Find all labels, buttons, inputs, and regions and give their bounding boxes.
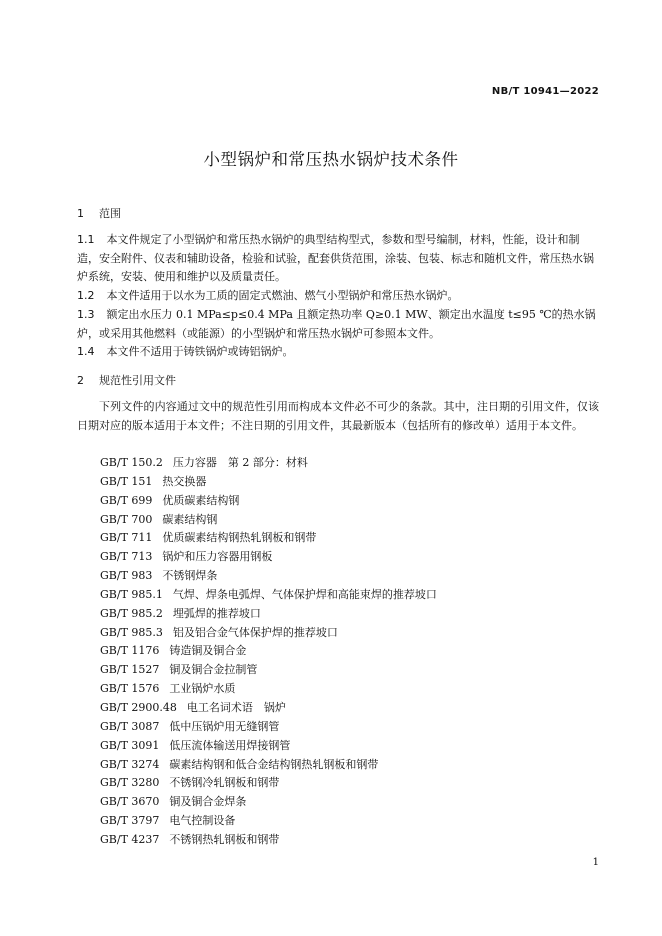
- reference-code: GB/T 3670: [100, 795, 160, 809]
- reference-list: [100, 454, 600, 850]
- reference-item: [100, 529, 600, 548]
- section-1-heading: [77, 205, 121, 221]
- section-2-title: 规范性引用文件: [99, 374, 176, 387]
- reference-title: 电工名词术语 锅炉: [186, 700, 286, 714]
- reference-item: [100, 548, 600, 567]
- clause-text: 本文件规定了小型锅炉和常压热水锅炉的典型结构型式，参数和型号编制，材料，性能，设计和制造，安全附件、仪表和辅助设备，检验和试验，配套供货范围，涂装、包装、标志和随机文件，常压热水锅炉系统，安装、使用和维护以及质量责任。: [77, 233, 594, 283]
- reference-item: [100, 812, 600, 831]
- reference-item: [100, 605, 600, 624]
- reference-item: [100, 680, 600, 699]
- reference-title: 碳素结构钢: [162, 512, 218, 526]
- section-2-intro: 下列文件的内容通过文中的规范性引用而构成本文件必不可少的条款。其中，注日期的引用文件，仅该日期对应的版本适用于本文件；不注日期的引用文件，其最新版本（包括所有的修改单）适用于本文件。: [77, 400, 599, 432]
- reference-code: GB/T 1176: [100, 644, 160, 658]
- reference-title: 铝及铝合金气体保护焊的推荐坡口: [172, 625, 338, 639]
- reference-item: [100, 756, 600, 775]
- clause-1-3: [77, 306, 599, 343]
- reference-title: 不锈钢热轧钢板和钢带: [169, 832, 280, 846]
- reference-code: GB/T 4237: [100, 832, 160, 846]
- reference-item: [100, 831, 600, 850]
- reference-code: GB/T 699: [100, 493, 153, 507]
- reference-item: [100, 642, 600, 661]
- document-title: 小型锅炉和常压热水锅炉技术条件: [203, 150, 459, 169]
- clause-text: 本文件适用于以水为工质的固定式燃油、燃气小型锅炉和常压热水锅炉。: [106, 289, 459, 302]
- reference-title: 电气控制设备: [169, 814, 236, 828]
- reference-item: [100, 511, 600, 530]
- reference-code: GB/T 3087: [100, 719, 160, 733]
- clause-number: 1.1: [77, 233, 95, 246]
- reference-code: GB/T 3797: [100, 814, 160, 828]
- reference-title: 气焊、焊条电弧焊、气体保护焊和高能束焊的推荐坡口: [172, 587, 437, 601]
- section-2-number: 2: [77, 374, 84, 387]
- standard-code: NB/T 10941—2022: [491, 86, 599, 97]
- reference-code: GB/T 3091: [100, 738, 160, 752]
- section-1-title: 范围: [99, 207, 121, 220]
- reference-code: GB/T 985.2: [100, 606, 163, 620]
- reference-item: [100, 567, 600, 586]
- reference-code: GB/T 713: [100, 550, 153, 564]
- reference-item: [100, 624, 600, 643]
- clause-1-1: [77, 231, 599, 287]
- reference-title: 优质碳素结构钢: [162, 493, 240, 507]
- reference-code: GB/T 3274: [100, 757, 160, 771]
- reference-code: GB/T 985.3: [100, 625, 163, 639]
- reference-code: GB/T 700: [100, 512, 153, 526]
- clause-text: 本文件不适用于铸铁锅炉或铸铝锅炉。: [106, 345, 294, 358]
- reference-title: 压力容器 第 2 部分：材料: [172, 456, 308, 469]
- reference-title: 锅炉和压力容器用钢板: [162, 550, 273, 564]
- clause-1-2: [77, 287, 599, 306]
- clause-number: 1.2: [77, 289, 95, 302]
- reference-title: 低中压锅炉用无缝钢管: [169, 719, 280, 733]
- reference-title: 碳素结构钢和低合金结构钢热轧钢板和钢带: [169, 757, 379, 771]
- clause-text: 额定出水压力 0.1 MPa≤p≤0.4 MPa 且额定热功率 Q≥0.1 MW、额定出水温度 t≤95 ℃的热水锅炉，或采用其他燃料（或能源）的小型锅炉和常压热水锅炉可参照本文件。: [77, 308, 596, 340]
- reference-title: 热交换器: [162, 474, 207, 488]
- reference-title: 低压流体输送用焊接钢管: [169, 738, 291, 752]
- page-number: 1: [592, 857, 599, 868]
- reference-code: GB/T 1576: [100, 682, 160, 696]
- reference-code: GB/T 983: [100, 569, 153, 583]
- reference-title: 铜及铜合金拉制管: [169, 663, 258, 677]
- reference-item: [100, 454, 600, 473]
- reference-title: 不锈钢冷轧钢板和钢带: [169, 776, 280, 790]
- reference-title: 优质碳素结构钢热轧钢板和钢带: [162, 531, 317, 545]
- section-2-heading: [77, 372, 176, 388]
- reference-item: [100, 661, 600, 680]
- reference-code: GB/T 2900.48: [100, 700, 177, 714]
- reference-item: [100, 718, 600, 737]
- reference-title: 埋弧焊的推荐坡口: [172, 606, 261, 620]
- clause-number: 1.4: [77, 345, 95, 358]
- reference-code: GB/T 151: [100, 474, 153, 488]
- reference-code: GB/T 3280: [100, 776, 160, 790]
- reference-title: 工业锅炉水质: [169, 682, 236, 696]
- reference-item: [100, 473, 600, 492]
- clause-1-4: [77, 343, 599, 362]
- reference-code: GB/T 985.1: [100, 587, 163, 601]
- reference-title: 不锈钢焊条: [162, 569, 218, 583]
- reference-code: GB/T 711: [100, 531, 153, 545]
- reference-item: [100, 793, 600, 812]
- reference-code: GB/T 1527: [100, 663, 160, 677]
- reference-title: 铸造铜及铜合金: [169, 644, 247, 658]
- clause-number: 1.3: [77, 308, 95, 321]
- reference-item: [100, 492, 600, 511]
- reference-title: 铜及铜合金焊条: [169, 795, 247, 809]
- reference-code: GB/T 150.2: [100, 456, 163, 469]
- section-1-number: 1: [77, 207, 84, 220]
- reference-item: [100, 699, 600, 718]
- reference-item: [100, 737, 600, 756]
- reference-item: [100, 774, 600, 793]
- reference-item: [100, 586, 600, 605]
